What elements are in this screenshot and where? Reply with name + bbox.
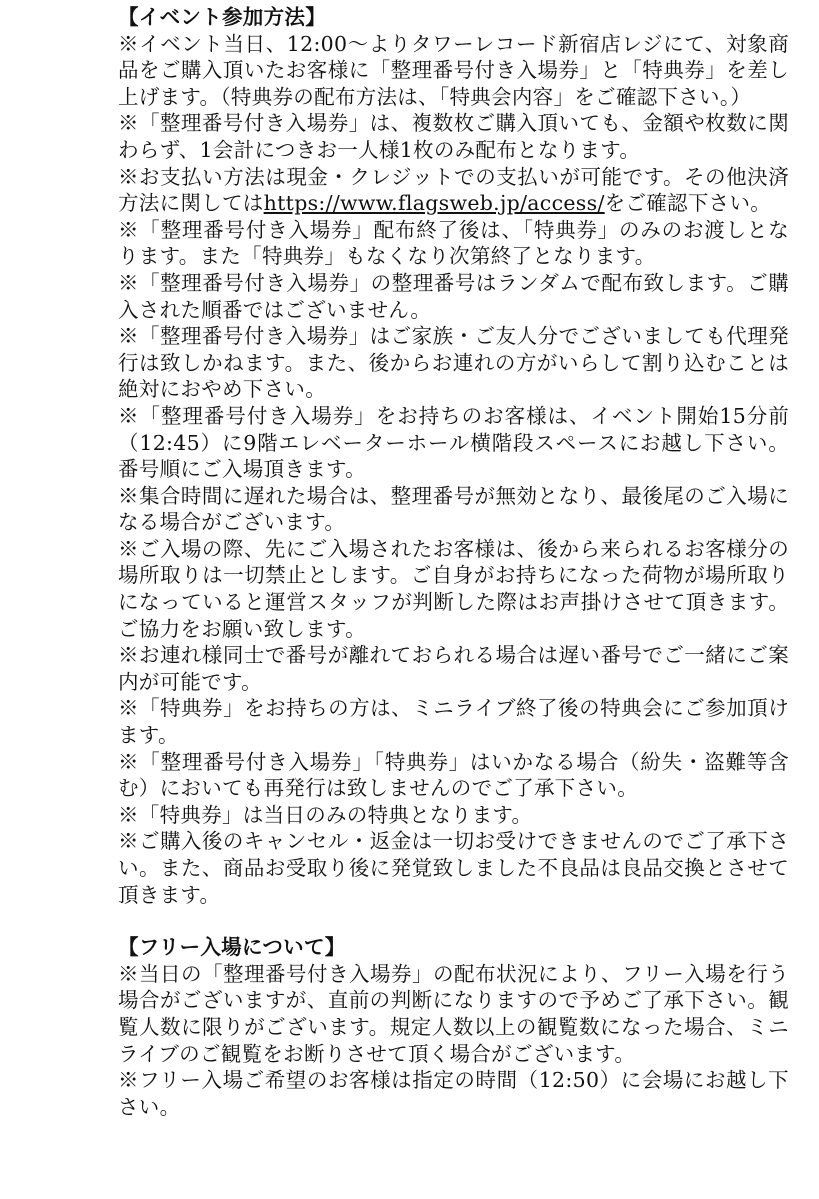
notice-item: ※当日の「整理番号付き入場券」の配布状況により、フリー入場を行う場合がございますが、直前の判断になりますので予めご了承下さい。観覧人数に限りがございます。規定人数以上の観覧数になった場合、ミニライブのご観覧をお断りさせて頂く場合がございます。 xyxy=(118,961,789,1066)
notice-item: ※「整理番号付き入場券」配布終了後は、「特典券」のみのお渡しとなります。また「特典券」もなくなり次第終了となります。 xyxy=(118,217,789,269)
notice-item: ※「整理番号付き入場券」をお持ちのお客様は、イベント開始15分前（12:45）に9階エレベーターホール横階段スペースにお越し下さい。番号順にご入場頂きます。 xyxy=(118,403,789,482)
section-heading: 【イベント参加方法】 xyxy=(118,5,326,29)
notice-item: ※「特典券」をお持ちの方は、ミニライブ終了後の特典会にご参加頂けます。 xyxy=(118,696,789,748)
notice-item: ※「特典券」は当日のみの特典となります。 xyxy=(118,802,533,827)
section-event-participation xyxy=(118,4,789,908)
notice-item: ※ご入場の際、先にご入場されたお客様は、後から来られるお客様分の場所取りは一切禁止とします。ご自身がお持ちになった荷物が場所取りになっていると運営スタッフが判断した際はお声掛けさせて頂きます。ご協力をお願い致します。 xyxy=(118,536,789,641)
notice-list xyxy=(118,31,789,909)
notice-item: ※フリー入場ご希望のお客様は指定の時間（12:50）に会場にお越し下さい。 xyxy=(118,1068,789,1119)
notice-item: ※ご購入後のキャンセル・返金は一切お受けできませんのでご了承下さい。また、商品お受取り後に発覚致しました不良品は良品交換とさせて頂きます。 xyxy=(118,829,789,907)
notice-item: ※集合時間に遅れた場合は、整理番号が無効となり、最後尾のご入場になる場合がございます。 xyxy=(118,483,789,535)
notice-item: ※「整理番号付き入場券」「特典券」はいかなる場合（紛失・盗難等含む）においても再発行は致しませんのでご了承下さい。 xyxy=(118,749,789,801)
section-free-entry xyxy=(118,934,789,1120)
notice-text: をご確認下さい。 xyxy=(604,191,772,216)
section-heading: 【フリー入場について】 xyxy=(118,935,346,960)
access-link[interactable]: https://www.flagsweb.jp/access/ xyxy=(263,191,605,216)
notice-text: ※お支払い方法は現金・クレジットでの支払いが可能です。その他決済方法に関しては xyxy=(118,164,789,216)
notice-item: ※「整理番号付き入場券」の整理番号はランダムで配布致します。ご購入された順番ではございません。 xyxy=(118,270,789,322)
notice-item: ※「整理番号付き入場券」は、複数枚ご購入頂いても、金額や枚数に関わらず、1会計につきお一人様1枚のみ配布となります。 xyxy=(118,111,789,162)
notice-item: ※「整理番号付き入場券」はご家族・ご友人分でございましても代理発行は致しかねます。また、後からお連れの方がいらして割り込むことは絶対におやめ下さい。 xyxy=(118,324,789,402)
notice-item: ※お連れ様同士で番号が離れておられる場合は遅い番号でご一緒にご案内が可能です。 xyxy=(118,643,789,694)
notice-list xyxy=(118,961,789,1121)
notice-item: ※イベント当日、12:00〜よりタワーレコード新宿店レジにて、対象商品をご購入頂いたお客様に「整理番号付き入場券」と「特典券」を差し上げます。（特典券の配布方法は、「特典会内容」をご確認下さい。） xyxy=(118,31,789,109)
notice-item-payment xyxy=(118,164,789,217)
